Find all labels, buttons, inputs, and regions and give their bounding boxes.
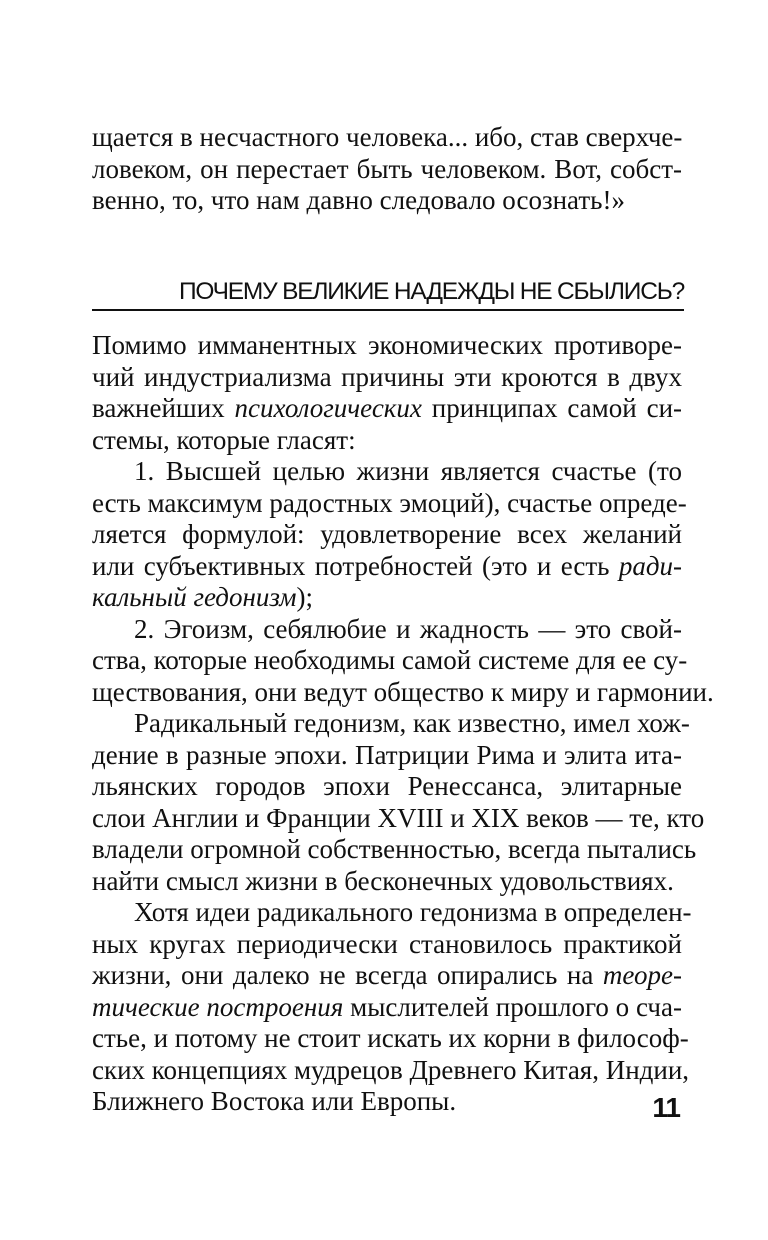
text-line xyxy=(92,519,682,551)
intro-paragraph xyxy=(92,122,682,217)
text-line xyxy=(92,487,687,520)
paragraph xyxy=(92,897,692,1118)
text-line xyxy=(92,330,682,362)
text-run: стье, и потому не стоит искать их корни в философ- xyxy=(92,1023,689,1053)
text-run: ); xyxy=(296,582,313,612)
page-number: 11 xyxy=(652,1092,680,1123)
text-run: стемы, которые гласят: xyxy=(92,424,356,455)
section-heading-text: ПОЧЕМУ ВЕЛИКИЕ НАДЕЖДЫ НЕ СБЫЛИСЬ? xyxy=(178,278,684,305)
text-run: ляется формулой: удовлетворение всех желаний xyxy=(92,519,682,549)
text-line xyxy=(92,1023,689,1055)
text-run: мыслителей прошлого о сча- xyxy=(343,991,682,1022)
text-line xyxy=(92,740,682,772)
text-line xyxy=(92,771,682,803)
text-run: жизни, они далеко не всегда опирались на xyxy=(92,960,603,990)
text-line xyxy=(92,866,682,898)
text-run: дение в разные эпохи. Патриции Рима и элита ита- xyxy=(92,739,682,770)
text-run: Помимо имманентных экономических противоре- xyxy=(92,330,682,360)
text-run: ществования, они ведут общество к миру и гармонии. xyxy=(92,676,714,707)
text-run: принципах самой си- xyxy=(421,393,683,423)
text-run: Радикальный гедонизм, как известно, имел хож- xyxy=(134,708,690,738)
text-line xyxy=(92,582,682,614)
section-heading xyxy=(92,277,684,311)
text-run: есть максимум радостных эмоций), счастье опреде- xyxy=(92,487,687,518)
text-line xyxy=(92,393,682,425)
text-line xyxy=(92,708,690,740)
text-run: Ближнего Востока или Европы. xyxy=(92,1086,457,1116)
italic-text: психологических xyxy=(234,393,422,423)
italic-text: ради- xyxy=(618,550,682,581)
text-run: льянских городов эпохи Ренессанса, элитарные xyxy=(92,771,682,801)
text-run: Хотя идеи радикального гедонизма в определен- xyxy=(134,897,692,927)
text-line xyxy=(92,929,682,961)
text-run: важнейших xyxy=(92,393,235,423)
text-run: 1. Высшей целью жизни является счастье (то xyxy=(134,456,682,486)
text-line xyxy=(92,960,682,992)
text-line: ловеком, он перестает быть человеком. Вот, собст- xyxy=(92,153,682,184)
text-run: 2. Эгоизм, себялюбие и жадность — это свой- xyxy=(134,613,682,644)
text-line xyxy=(92,1086,682,1118)
paragraph xyxy=(92,456,687,614)
paragraph xyxy=(92,708,705,897)
text-run: ских концепциях мудрецов Древнего Китая, Индии, xyxy=(92,1054,690,1085)
text-line xyxy=(92,834,697,866)
paragraph xyxy=(92,330,682,456)
italic-text: тические построения xyxy=(92,991,344,1022)
text-line xyxy=(92,1054,690,1087)
text-run: слои Англии и Франции XVIII и XIX веков — те, кто xyxy=(92,802,705,833)
text-run: владели огромной собственностью, всегда пытались xyxy=(92,834,697,864)
text-line xyxy=(92,456,682,488)
heading-underline xyxy=(92,309,684,311)
text-line xyxy=(92,425,682,457)
paragraph xyxy=(92,613,714,709)
text-line: щается в несчастного человека... ибо, став сверхче- xyxy=(92,122,683,152)
text-line xyxy=(92,645,688,677)
text-line xyxy=(92,802,705,835)
italic-text: кальный гедонизм xyxy=(92,582,297,612)
text-line xyxy=(92,897,692,929)
text-line: венно, то, что нам давно следовало осознать!» xyxy=(92,185,625,215)
text-run: или субъективных потребностей (это и есть xyxy=(92,550,619,581)
italic-text: теоре- xyxy=(602,960,682,990)
text-run: ства, которые необходимы самой системе для ее су- xyxy=(92,645,688,675)
body-text xyxy=(92,330,714,1118)
text-line xyxy=(92,676,714,709)
text-line xyxy=(92,614,682,646)
text-run: ных кругах периодически становилось практикой xyxy=(92,928,682,959)
text-run: найти смысл жизни в бесконечных удовольствиях. xyxy=(92,865,674,896)
text-run: чий индустриализма причины эти кроются в двух xyxy=(92,361,682,392)
text-line xyxy=(92,362,682,394)
text-line xyxy=(92,992,682,1024)
text-line xyxy=(92,551,682,583)
